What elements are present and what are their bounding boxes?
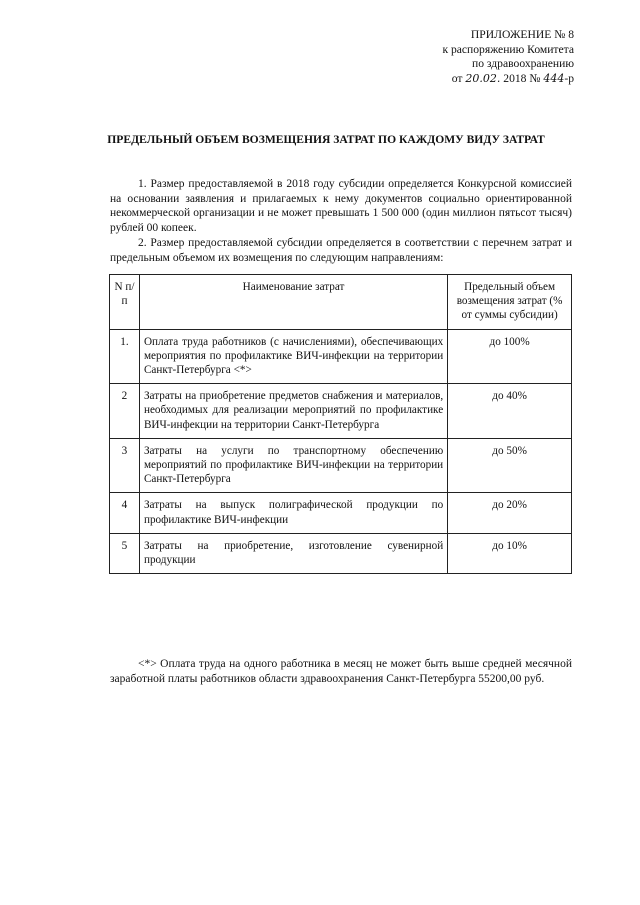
footnote: <*> Оплата труда на одного работника в месяц не может быть выше средней месячной заработной платы работников области здравоохранения Санкт-Петербурга 55200,00 руб. xyxy=(110,658,572,685)
table-header-row xyxy=(110,275,572,330)
row-num: 4 xyxy=(110,493,140,533)
appendix-order-ref: к распоряжению Комитета xyxy=(442,42,574,56)
handwritten-number: 444 xyxy=(543,71,565,85)
table-row xyxy=(110,384,572,439)
date-prefix: от xyxy=(451,71,463,85)
costs-table xyxy=(109,274,572,574)
appendix-committee: по здравоохранению xyxy=(472,57,574,71)
row-name: Оплата труда работников (с начислениями), обеспечивающих мероприятия по профилактике ВИЧ-инфекции на территории Санкт-Петербурга <*> xyxy=(139,329,447,384)
table-row xyxy=(110,438,572,493)
header-limit: Предельный объем возмещения затрат (% от суммы субсидии) xyxy=(448,275,572,330)
number-suffix: -р xyxy=(564,71,574,85)
date-year: 2018 № xyxy=(503,71,541,85)
row-num: 2 xyxy=(110,384,140,439)
row-name: Затраты на приобретение предметов снабжения и материалов, необходимых для реализации мероприятий по профилактике ВИЧ-инфекции на территории Санкт-Петербурга xyxy=(139,384,447,439)
header-num: N п/п xyxy=(110,275,140,330)
document-title: ПРЕДЕЛЬНЫЙ ОБЪЕМ ВОЗМЕЩЕНИЯ ЗАТРАТ ПО КАЖДОМУ ВИДУ ЗАТРАТ xyxy=(107,133,545,146)
row-name: Затраты на приобретение, изготовление сувенирной продукции xyxy=(139,533,447,573)
table-row xyxy=(110,533,572,573)
table-row xyxy=(110,493,572,533)
row-limit: до 20% xyxy=(448,493,572,533)
row-name: Затраты на выпуск полиграфической продукции по профилактике ВИЧ-инфекции xyxy=(139,493,447,533)
row-limit: до 10% xyxy=(448,533,572,573)
row-name: Затраты на услуги по транспортному обеспечению мероприятий по профилактике ВИЧ-инфекции на территории Санкт-Петербурга xyxy=(139,438,447,493)
row-limit: до 100% xyxy=(448,329,572,384)
row-limit: до 40% xyxy=(448,384,572,439)
appendix-date-line xyxy=(374,72,574,87)
header-name: Наименование затрат xyxy=(139,275,447,330)
row-num: 1. xyxy=(110,329,140,384)
paragraph-1: 1. Размер предоставляемой в 2018 году субсидии определяется Конкурсной комиссией на основании заявления и прилагаемых к нему документов социально ориентированной некоммерческой организации и не может превышать 1 500 000 (один миллион пятьсот тысяч) рублей 00 копеек. xyxy=(110,178,572,234)
row-num: 3 xyxy=(110,438,140,493)
row-num: 5 xyxy=(110,533,140,573)
row-limit: до 50% xyxy=(448,438,572,493)
table-row xyxy=(110,329,572,384)
paragraph-2: 2. Размер предоставляемой субсидии определяется в соответствии с перечнем затрат и предельным объемом их возмещения по следующим направлениям: xyxy=(110,237,572,264)
appendix-header xyxy=(374,28,574,86)
handwritten-date: 20.02. xyxy=(465,71,501,85)
appendix-number: ПРИЛОЖЕНИЕ № 8 xyxy=(470,28,574,41)
